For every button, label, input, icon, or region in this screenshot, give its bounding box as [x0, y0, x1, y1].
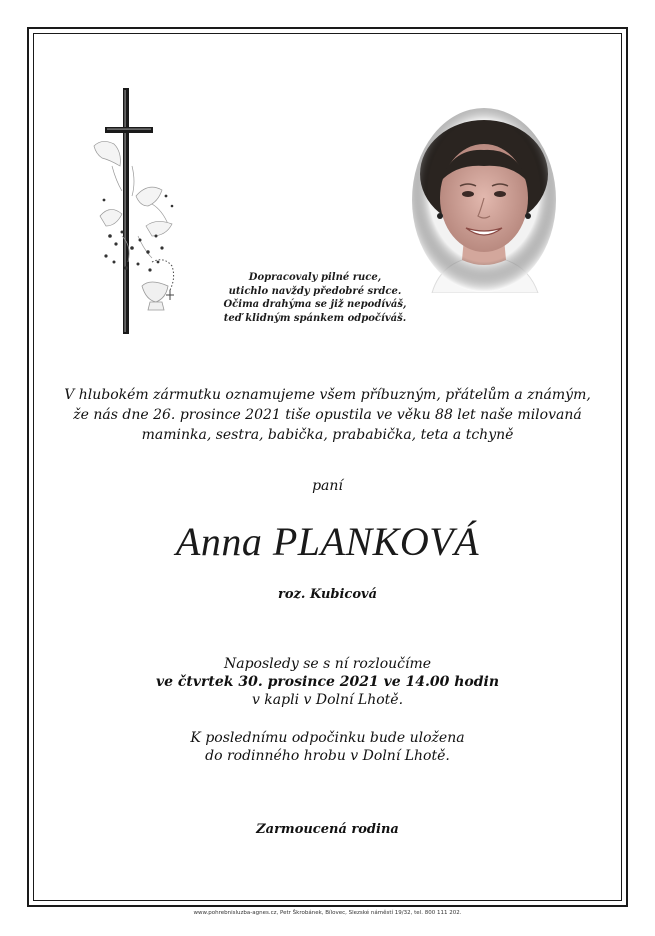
verse-line: Očima drahýma se již nepodíváš,: [223, 299, 407, 310]
verse-line: utichlo navždy předobré srdce.: [228, 285, 402, 297]
funeral-datetime: ve čtvrtek 30. prosince 2021 ve 14.00 hodin: [155, 674, 500, 690]
funeral-place: v kapli v Dolní Lhotě.: [251, 692, 404, 708]
honorific: paní: [312, 478, 343, 494]
maiden-name: roz. Kubicová: [277, 587, 377, 602]
announcement-line: maminka, sestra, babička, prababička, teta a tchyně: [141, 427, 514, 443]
poem-verse: [190, 271, 440, 325]
flower-bouquet-icon: [94, 141, 172, 262]
portrait-photo: [412, 108, 557, 293]
announcement-line: že nás dne 26. prosince 2021 tiše opustila ve věku 88 let naše milovaná: [73, 407, 582, 423]
verse-line: Dopracovaly pilné ruce,: [248, 272, 382, 283]
cross-with-flowers: [92, 86, 192, 336]
deceased-name: Anna PLANKOVÁ: [175, 519, 480, 564]
cross-icon: [92, 86, 192, 336]
funeral-details: [0, 655, 655, 709]
verse-line: teď klidným spánkem odpočíváš.: [223, 312, 407, 324]
burial-details: [0, 729, 655, 765]
death-announcement: [40, 385, 615, 445]
announcement-line: V hlubokém zármutku oznamujeme všem příbuzným, přátelům a známým,: [64, 387, 591, 403]
funeral-service-footer: www.pohrebnisluzba-agnes.cz, Petr Škrobánek, Bílovec, Slezské náměstí 19/32, tel. 800 111 202.: [193, 910, 462, 916]
family-signature: Zarmoucená rodina: [256, 822, 399, 837]
burial-line: K poslednímu odpočinku bude uložena: [190, 730, 465, 746]
funeral-intro: Naposledy se s ní rozloučíme: [223, 656, 432, 672]
burial-line: do rodinného hrobu v Dolní Lhotě.: [205, 748, 450, 764]
